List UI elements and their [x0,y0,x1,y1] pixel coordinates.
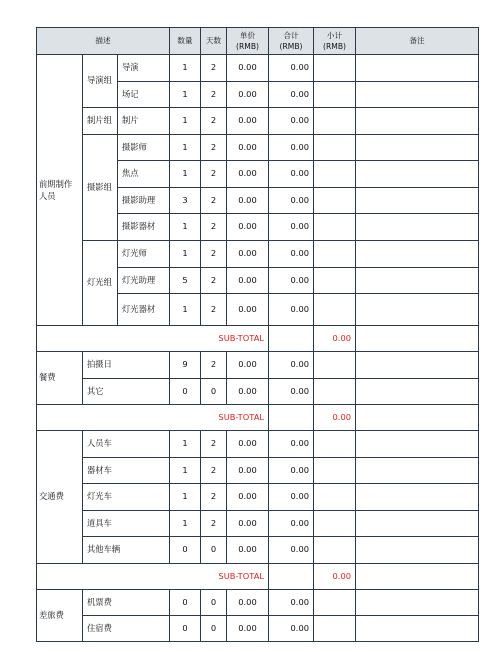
total-cell [269,564,314,590]
table-row [37,616,479,642]
days-cell[interactable]: 2 [201,108,227,135]
days-cell[interactable]: 0 [201,616,227,642]
qty-cell[interactable]: 0 [170,616,201,642]
table-row [37,458,479,484]
subtotal-cell [314,537,356,564]
total-cell: 0.00 [269,616,314,642]
unit-price-cell[interactable]: 0.00 [227,241,269,268]
unit-price-cell[interactable]: 0.00 [227,214,269,241]
notes-cell[interactable] [356,135,479,161]
unit-price-cell[interactable]: 0.00 [227,55,269,82]
days-cell[interactable]: 2 [201,294,227,326]
total-cell [269,405,314,431]
unit-price-cell[interactable]: 0.00 [227,511,269,537]
unit-price-cell[interactable]: 0.00 [227,458,269,484]
subtotal-label: SUB-TOTAL [37,405,269,431]
subtotal-value: 0.00 [314,405,356,431]
total-cell: 0.00 [269,590,314,616]
item-label: 制片 [118,108,170,135]
subtotal-cell [314,616,356,642]
item-label: 人员车 [83,431,170,458]
qty-cell[interactable]: 1 [170,55,201,82]
table-row [37,484,479,511]
qty-cell[interactable]: 1 [170,431,201,458]
subtotal-row [37,564,479,590]
header-desc: 描述 [37,28,170,55]
days-cell[interactable]: 2 [201,188,227,214]
table-row [37,352,479,379]
total-cell: 0.00 [269,379,314,405]
total-cell: 0.00 [269,161,314,188]
days-cell[interactable]: 0 [201,379,227,405]
notes-cell[interactable] [356,188,479,214]
item-label: 摄影助理 [118,188,170,214]
notes-cell[interactable] [356,55,479,82]
notes-cell[interactable] [356,214,479,241]
item-label: 住宿费 [83,616,170,642]
item-label: 机票费 [83,590,170,616]
group-lighting: 灯光组 [83,241,118,326]
qty-cell[interactable]: 3 [170,188,201,214]
days-cell[interactable]: 2 [201,352,227,379]
subtotal-row [37,405,479,431]
qty-cell[interactable]: 1 [170,511,201,537]
table-row [37,241,479,268]
header-days: 天数 [201,28,227,55]
qty-cell[interactable]: 1 [170,135,201,161]
unit-price-cell[interactable]: 0.00 [227,268,269,294]
table-row [37,108,479,135]
qty-cell[interactable]: 0 [170,379,201,405]
days-cell[interactable]: 2 [201,82,227,108]
item-label: 其他车辆 [83,537,170,564]
days-cell[interactable]: 2 [201,511,227,537]
subtotal-cell [314,484,356,511]
header-subtotal: 小计 (RMB) [314,28,356,55]
days-cell[interactable]: 2 [201,55,227,82]
days-cell[interactable]: 2 [201,268,227,294]
header-row [37,28,479,55]
total-cell: 0.00 [269,214,314,241]
table-row [37,379,479,405]
subtotal-cell [314,135,356,161]
total-cell: 0.00 [269,484,314,511]
unit-price-cell[interactable]: 0.00 [227,484,269,511]
subtotal-cell [314,590,356,616]
unit-price-cell[interactable]: 0.00 [227,82,269,108]
subtotal-cell [314,188,356,214]
budget-table [36,27,479,642]
item-label: 灯光器材 [118,294,170,326]
item-label: 器材车 [83,458,170,484]
subtotal-cell [314,55,356,82]
total-cell: 0.00 [269,537,314,564]
days-cell[interactable]: 2 [201,135,227,161]
notes-cell[interactable] [356,590,479,616]
total-cell [269,326,314,352]
qty-cell[interactable]: 1 [170,161,201,188]
item-label: 摄影师 [118,135,170,161]
item-label: 导演 [118,55,170,82]
table-row [37,590,479,616]
total-cell: 0.00 [269,268,314,294]
item-label: 拍摄日 [83,352,170,379]
group-directing: 导演组 [83,55,118,108]
unit-price-cell[interactable]: 0.00 [227,537,269,564]
subtotal-cell [314,214,356,241]
unit-price-cell[interactable]: 0.00 [227,616,269,642]
total-cell: 0.00 [269,241,314,268]
item-label: 场记 [118,82,170,108]
days-cell[interactable]: 0 [201,590,227,616]
notes-cell[interactable] [356,616,479,642]
days-cell[interactable]: 2 [201,458,227,484]
notes-cell[interactable] [356,431,479,458]
group-production: 制片组 [83,108,118,135]
unit-price-cell[interactable]: 0.00 [227,108,269,135]
days-cell[interactable]: 2 [201,161,227,188]
total-cell: 0.00 [269,135,314,161]
unit-price-cell[interactable]: 0.00 [227,188,269,214]
total-cell: 0.00 [269,294,314,326]
table-row [37,537,479,564]
subtotal-value: 0.00 [314,564,356,590]
subtotal-row [37,326,479,352]
subtotal-cell [314,431,356,458]
qty-cell[interactable]: 1 [170,294,201,326]
subtotal-value: 0.00 [314,326,356,352]
notes-cell[interactable] [356,564,479,590]
qty-cell[interactable]: 1 [170,241,201,268]
qty-cell[interactable]: 0 [170,537,201,564]
table-row [37,55,479,82]
qty-cell[interactable]: 1 [170,214,201,241]
header-unit-price: 单价 (RMB) [227,28,269,55]
notes-cell[interactable] [356,352,479,379]
subtotal-cell [314,379,356,405]
days-cell[interactable]: 2 [201,214,227,241]
total-cell: 0.00 [269,511,314,537]
table-row [37,431,479,458]
table-row [37,511,479,537]
subtotal-cell [314,241,356,268]
notes-cell[interactable] [356,82,479,108]
subtotal-cell [314,161,356,188]
item-label: 道具车 [83,511,170,537]
category-pre-production: 前期制作 人员 [37,55,83,326]
unit-price-cell[interactable]: 0.00 [227,590,269,616]
days-cell[interactable]: 0 [201,537,227,564]
unit-price-cell[interactable]: 0.00 [227,294,269,326]
unit-price-cell[interactable]: 0.00 [227,135,269,161]
unit-price-cell[interactable]: 0.00 [227,379,269,405]
table-row [37,135,479,161]
total-cell: 0.00 [269,352,314,379]
item-label: 焦点 [118,161,170,188]
notes-cell[interactable] [356,241,479,268]
subtotal-label: SUB-TOTAL [37,326,269,352]
days-cell[interactable]: 2 [201,241,227,268]
category-travel: 差旅费 [37,590,83,642]
item-label: 灯光师 [118,241,170,268]
subtotal-cell [314,108,356,135]
days-cell[interactable]: 2 [201,484,227,511]
total-cell: 0.00 [269,55,314,82]
notes-cell[interactable] [356,161,479,188]
notes-cell[interactable] [356,484,479,511]
subtotal-cell [314,294,356,326]
total-cell: 0.00 [269,108,314,135]
qty-cell[interactable]: 9 [170,352,201,379]
notes-cell[interactable] [356,379,479,405]
item-label: 灯光车 [83,484,170,511]
days-cell[interactable]: 2 [201,431,227,458]
notes-cell[interactable] [356,326,479,352]
qty-cell[interactable]: 1 [170,108,201,135]
header-qty: 数量 [170,28,201,55]
total-cell: 0.00 [269,431,314,458]
notes-cell[interactable] [356,537,479,564]
unit-price-cell[interactable]: 0.00 [227,431,269,458]
item-label: 摄影器材 [118,214,170,241]
subtotal-cell [314,268,356,294]
unit-price-cell[interactable]: 0.00 [227,352,269,379]
notes-cell[interactable] [356,511,479,537]
qty-cell[interactable]: 1 [170,458,201,484]
total-cell: 0.00 [269,82,314,108]
notes-cell[interactable] [356,294,479,326]
unit-price-cell[interactable]: 0.00 [227,161,269,188]
notes-cell[interactable] [356,108,479,135]
notes-cell[interactable] [356,405,479,431]
category-transport: 交通费 [37,431,83,564]
subtotal-cell [314,82,356,108]
header-total: 合计 (RMB) [269,28,314,55]
item-label: 其它 [83,379,170,405]
group-camera: 摄影组 [83,135,118,241]
notes-cell[interactable] [356,268,479,294]
subtotal-cell [314,352,356,379]
qty-cell[interactable]: 5 [170,268,201,294]
header-notes: 备注 [356,28,479,55]
subtotal-cell [314,458,356,484]
item-label: 灯光助理 [118,268,170,294]
qty-cell[interactable]: 0 [170,590,201,616]
qty-cell[interactable]: 1 [170,484,201,511]
qty-cell[interactable]: 1 [170,82,201,108]
category-meals: 餐费 [37,352,83,405]
total-cell: 0.00 [269,458,314,484]
total-cell: 0.00 [269,188,314,214]
notes-cell[interactable] [356,458,479,484]
subtotal-label: SUB-TOTAL [37,564,269,590]
subtotal-cell [314,511,356,537]
